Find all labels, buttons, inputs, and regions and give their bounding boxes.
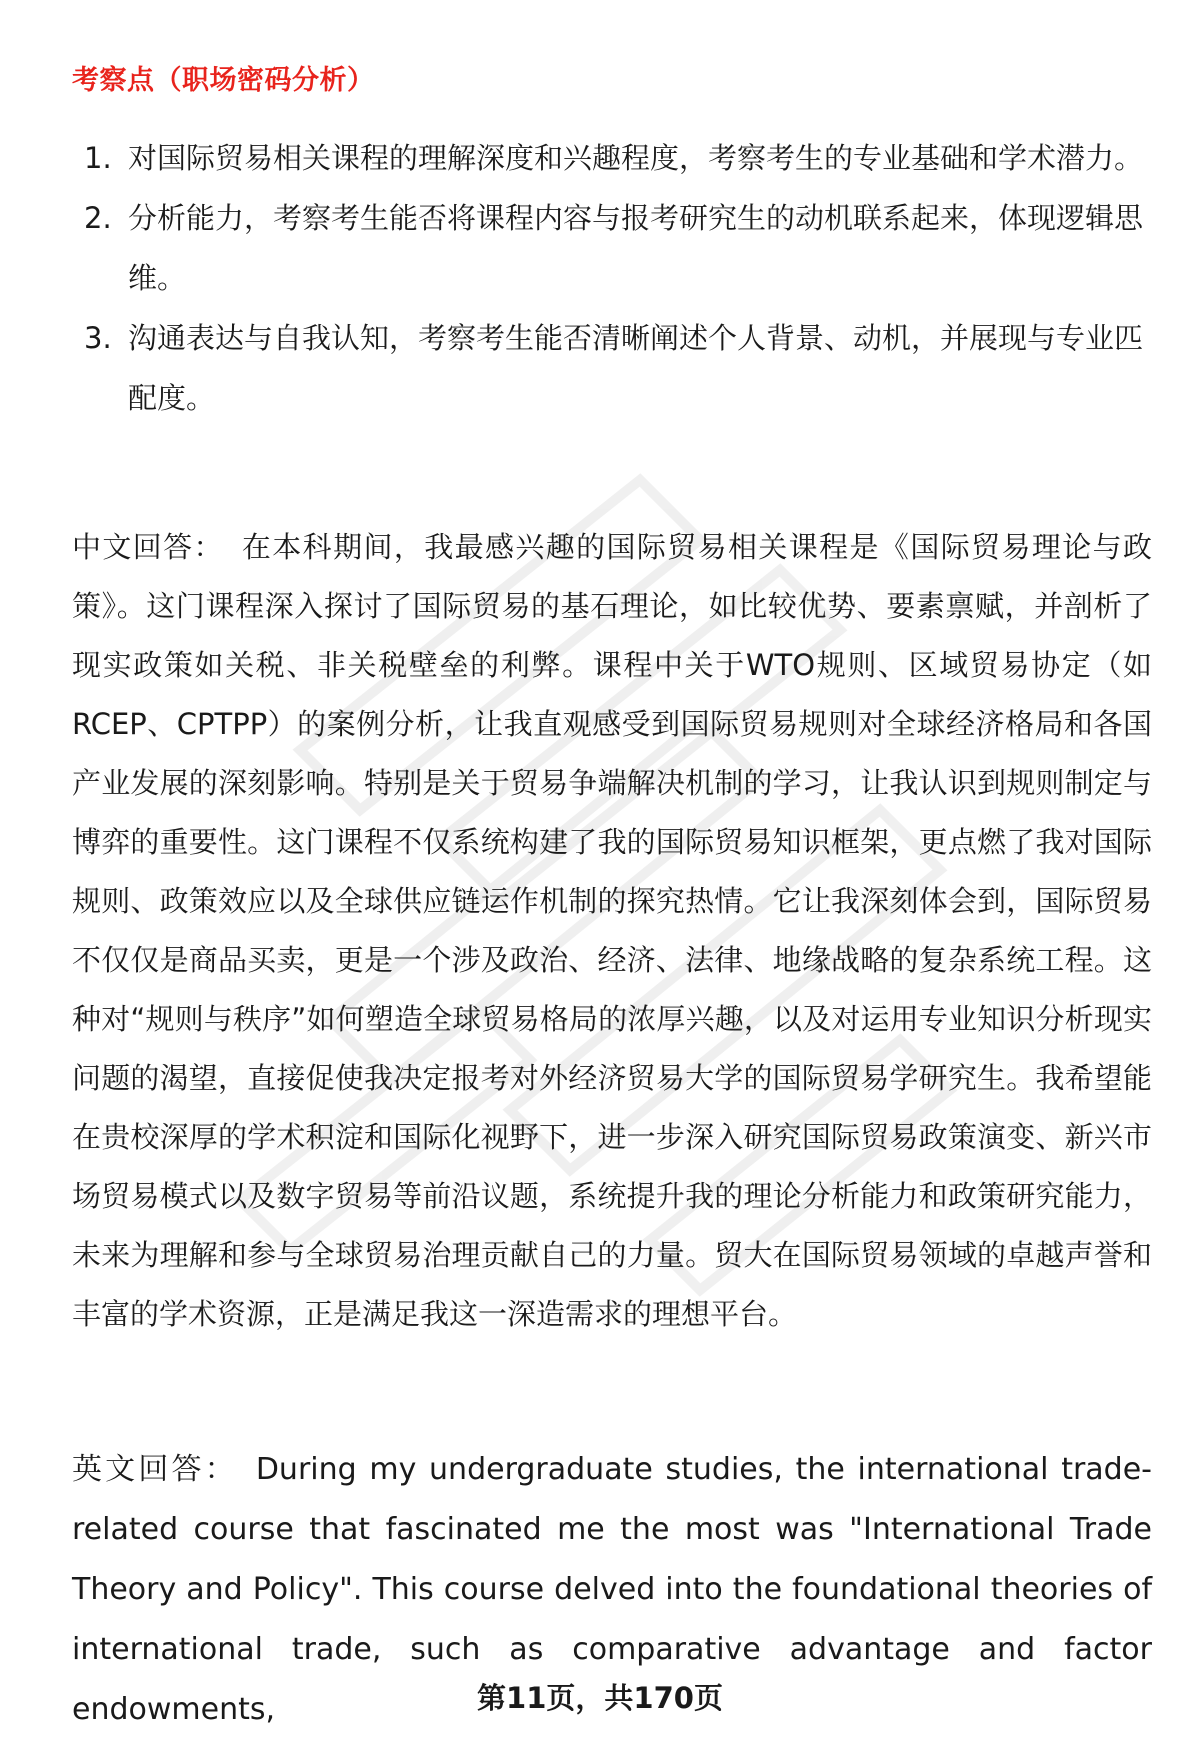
assessment-points-list: [72, 128, 1152, 428]
chinese-answer-paragraph: [72, 518, 1152, 1344]
english-answer-label: 英文回答：: [72, 1452, 238, 1487]
list-text: 沟通表达与自我认知，考察考生能否清晰阐述个人背景、动机，并展现与专业匹配度。: [128, 321, 1144, 415]
chinese-answer-label: 中文回答：: [72, 530, 224, 564]
section-title: 考察点（职场密码分析）: [72, 65, 375, 96]
page-number-footer: 第11页，共170页: [477, 1681, 723, 1715]
list-item: [72, 308, 1152, 428]
chinese-answer-text: 在本科期间，我最感兴趣的国际贸易相关课程是《国际贸易理论与政策》。这门课程深入探讨了国际贸易的基石理论，如比较优势、要素禀赋，并剖析了现实政策如关税、非关税壁垒的利弊。课程中关于WTO规则、区域贸易协定（如RCEP、CPTPP）的案例分析，让我直观感受到国际贸易规则对全球经济格局和各国产业发展的深刻影响。特别是关于贸易争端解决机制的学习，让我认识到规则制定与博弈的重要性。这门课程不仅系统构建了我的国际贸易知识框架，更点燃了我对国际规则、政策效应以及全球供应链运作机制的探究热情。它让我深刻体会到，国际贸易不仅仅是商品买卖，更是一个涉及政治、经济、法律、地缘战略的复杂系统工程。这种对“规则与秩序”如何塑造全球贸易格局的浓厚兴趣，以及对运用专业知识分析现实问题的渴望，直接促使我决定报考对外经济贸易大学的国际贸易学研究生。我希望能在贵校深厚的学术积淀和国际化视野下，进一步深入研究国际贸易政策演变、新兴市场贸易模式以及数字贸易等前沿议题，系统提升我的理论分析能力和政策研究能力，未来为理解和参与全球贸易治理贡献自己的力量。贸大在国际贸易领域的卓越声誉和丰富的学术资源，正是满足我这一深造需求的理想平台。: [72, 530, 1152, 1331]
list-item: [72, 188, 1152, 308]
english-answer-text: During my undergraduate studies, the international trade-related course that fascinated me the most was "International Trade Theory and Policy". This course delved into the foundational theories of international trade, such as comparative advantage and factor endowments,: [72, 1452, 1153, 1727]
list-text: 分析能力，考察考生能否将课程内容与报考研究生的动机联系起来，体现逻辑思维。: [128, 201, 1144, 295]
list-number: 3.: [84, 321, 112, 355]
list-number: 1.: [84, 141, 112, 175]
list-text: 对国际贸易相关课程的理解深度和兴趣程度，考察考生的专业基础和学术潜力。: [128, 141, 1144, 175]
list-number: 2.: [84, 201, 112, 235]
list-item: [72, 128, 1152, 188]
